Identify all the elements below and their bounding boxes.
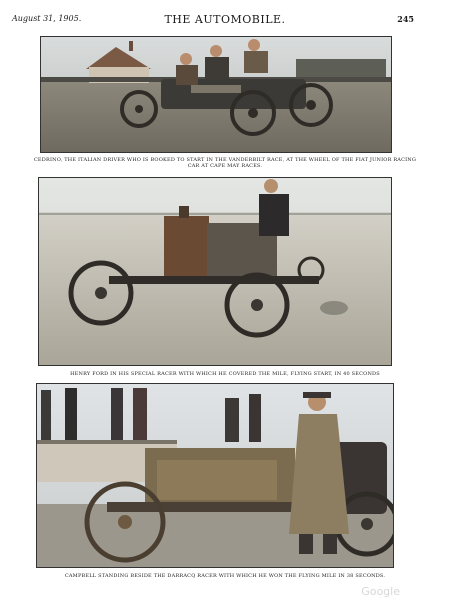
page-number: 245 bbox=[397, 14, 414, 24]
caption-photo-3: CAMPBELL STANDING BESIDE THE DARRACQ RACER WITH WHICH HE WON THE FLYING MILE IN 38 SECONDS. bbox=[64, 573, 386, 579]
caption-photo-1: CEDRINO, THE ITALIAN DRIVER WHO IS BOOKED TO START IN THE VANDERBILT RACE, AT THE WHEEL OF THE FIAT JUNIOR RACING CAR AT CAPE MAY RACES. bbox=[33, 157, 417, 169]
google-watermark: Google bbox=[361, 585, 400, 598]
photo-darracq-racer bbox=[36, 383, 394, 568]
photo-fiat-racer bbox=[40, 36, 392, 153]
page-header bbox=[0, 14, 450, 28]
photo-ford-racer bbox=[38, 177, 392, 366]
magazine-title: THE AUTOMOBILE. bbox=[164, 13, 286, 26]
caption-photo-2: HENRY FORD IN HIS SPECIAL RACER WITH WHICH HE COVERED THE MILE, FLYING START, IN 40 SECONDS bbox=[70, 371, 380, 377]
issue-date: August 31, 1905. bbox=[12, 14, 82, 23]
